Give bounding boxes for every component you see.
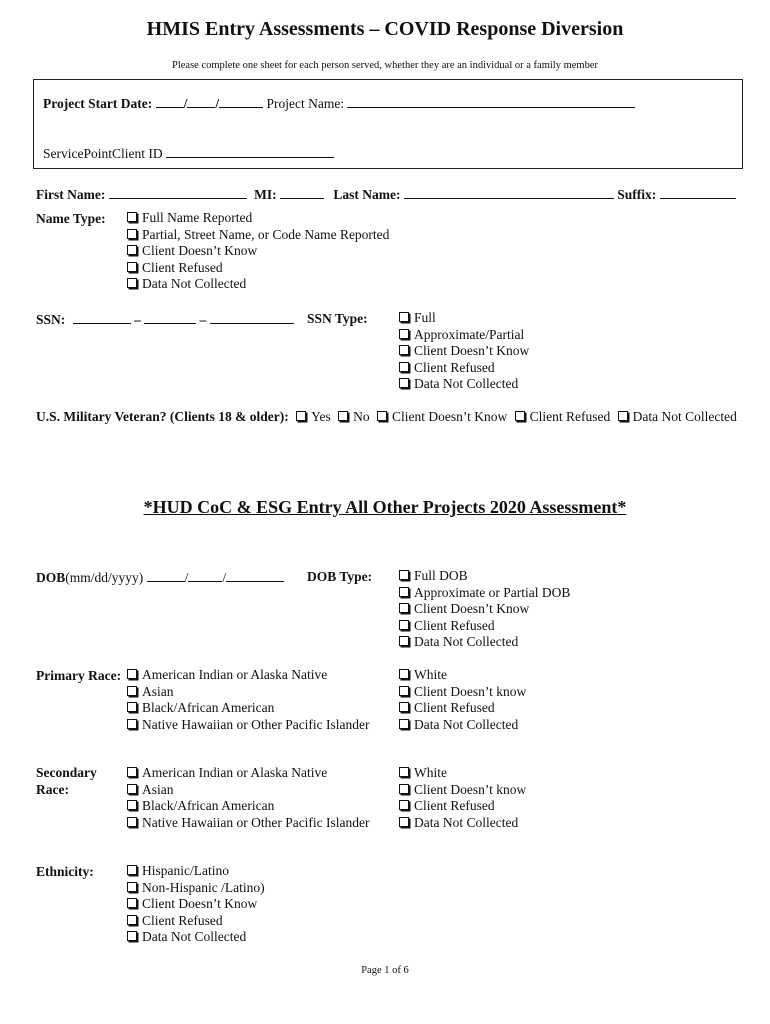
checkbox-option[interactable]: Approximate or Partial DOB — [399, 585, 570, 602]
checkbox-option[interactable]: Data Not Collected — [399, 717, 526, 734]
ssn-part1-field[interactable] — [73, 311, 131, 324]
checkbox-option[interactable]: Client Doesn’t Know — [377, 409, 507, 424]
dob-year-field[interactable] — [226, 569, 284, 582]
page-number: Page 1 of 6 — [361, 965, 409, 976]
dob-type-options — [399, 568, 570, 651]
checkbox-icon[interactable] — [127, 784, 137, 794]
checkbox-icon[interactable] — [296, 411, 306, 421]
primary-race-right-options — [399, 667, 526, 733]
suffix-label: Suffix: — [617, 187, 657, 202]
last-name-label: Last Name: — [333, 187, 401, 202]
checkbox-icon[interactable] — [127, 212, 137, 222]
checkbox-option[interactable]: Client Refused — [399, 618, 570, 635]
checkbox-icon[interactable] — [127, 931, 137, 941]
client-id-row — [43, 145, 334, 162]
checkbox-option[interactable]: Approximate/Partial — [399, 327, 529, 344]
start-month-field[interactable] — [156, 95, 184, 108]
checkbox-option[interactable]: Hispanic/Latino — [127, 863, 265, 880]
client-id-label: ServicePointClient ID — [43, 146, 163, 161]
checkbox-option[interactable]: Client Refused — [515, 409, 611, 424]
secondary-race-right-options — [399, 765, 526, 831]
dob-type-label: DOB Type: — [307, 569, 373, 584]
checkbox-option[interactable]: Client Refused — [399, 360, 529, 377]
checkbox-option[interactable]: Black/African American — [127, 798, 370, 815]
checkbox-option[interactable]: Data Not Collected — [399, 634, 570, 651]
checkbox-option[interactable]: Data Not Collected — [618, 409, 737, 424]
checkbox-option[interactable]: American Indian or Alaska Native — [127, 667, 370, 684]
secondary-race-label: Secondary Race: — [36, 765, 97, 797]
checkbox-option[interactable]: Client Refused — [127, 913, 265, 930]
last-name-field[interactable] — [404, 186, 614, 199]
ssn-part2-field[interactable] — [144, 311, 196, 324]
checkbox-icon[interactable] — [618, 411, 628, 421]
checkbox-option[interactable]: White — [399, 667, 526, 684]
checkbox-icon[interactable] — [399, 817, 409, 827]
checkbox-icon[interactable] — [399, 345, 409, 355]
checkbox-icon[interactable] — [399, 329, 409, 339]
ssn-label: SSN: — [36, 312, 66, 327]
start-day-field[interactable] — [187, 95, 215, 108]
checkbox-option[interactable]: Data Not Collected — [127, 276, 389, 293]
checkbox-icon[interactable] — [399, 800, 409, 810]
dob-month-field[interactable] — [147, 569, 185, 582]
checkbox-icon[interactable] — [399, 636, 409, 646]
checkbox-option[interactable]: Asian — [127, 782, 370, 799]
project-start-date-row: Project Start Date: / / Project Name: — [43, 95, 635, 112]
checkbox-option[interactable]: Client Doesn’t Know — [399, 343, 529, 360]
project-name-label: Project Name: — [266, 96, 345, 111]
checkbox-icon[interactable] — [127, 262, 137, 272]
dob-day-field[interactable] — [188, 569, 222, 582]
checkbox-icon[interactable] — [399, 362, 409, 372]
checkbox-icon[interactable] — [127, 817, 137, 827]
ssn-part3-field[interactable] — [210, 311, 294, 324]
dob-label: DOB — [36, 570, 66, 585]
ethnicity-label: Ethnicity: — [36, 864, 94, 879]
checkbox-icon[interactable] — [399, 702, 409, 712]
checkbox-option[interactable]: Data Not Collected — [399, 376, 529, 393]
veteran-label: U.S. Military Veteran? (Clients 18 & older): — [36, 409, 289, 424]
primary-race-left-options — [127, 667, 370, 733]
form-title: HMIS Entry Assessments – COVID Response Diversion — [146, 18, 624, 40]
checkbox-icon[interactable] — [399, 587, 409, 597]
checkbox-icon[interactable] — [399, 570, 409, 580]
checkbox-option[interactable]: Data Not Collected — [127, 929, 265, 946]
checkbox-icon[interactable] — [127, 719, 137, 729]
checkbox-icon[interactable] — [399, 719, 409, 729]
checkbox-option[interactable]: American Indian or Alaska Native — [127, 765, 370, 782]
checkbox-icon[interactable] — [377, 411, 387, 421]
checkbox-icon[interactable] — [515, 411, 525, 421]
checkbox-option[interactable]: Full DOB — [399, 568, 570, 585]
checkbox-option[interactable]: Asian — [127, 684, 370, 701]
checkbox-option[interactable]: Client Refused — [127, 260, 389, 277]
checkbox-option[interactable]: Client Refused — [399, 798, 526, 815]
checkbox-option[interactable]: Non-Hispanic /Latino) — [127, 880, 265, 897]
name-row — [36, 186, 736, 203]
mi-field[interactable] — [280, 186, 324, 199]
checkbox-option[interactable]: No — [338, 409, 370, 424]
checkbox-icon[interactable] — [127, 245, 137, 255]
checkbox-option[interactable]: Native Hawaiian or Other Pacific Islander — [127, 717, 370, 734]
name-type-options — [127, 210, 389, 293]
checkbox-option[interactable]: Client Doesn’t know — [399, 684, 526, 701]
checkbox-option[interactable]: Client Doesn’t Know — [399, 601, 570, 618]
veteran-row — [36, 409, 737, 425]
checkbox-icon[interactable] — [127, 229, 137, 239]
checkbox-option[interactable]: Full Name Reported — [127, 210, 389, 227]
checkbox-option[interactable]: Client Doesn’t Know — [127, 896, 265, 913]
suffix-field[interactable] — [660, 186, 736, 199]
ssn-type-options — [399, 310, 529, 393]
checkbox-option[interactable]: White — [399, 765, 526, 782]
checkbox-option[interactable]: Yes — [296, 409, 331, 424]
name-type-label: Name Type: — [36, 211, 106, 226]
client-id-field[interactable] — [166, 145, 334, 158]
start-year-field[interactable] — [219, 95, 263, 108]
checkbox-icon[interactable] — [127, 278, 137, 288]
checkbox-icon[interactable] — [127, 865, 137, 875]
checkbox-option[interactable]: Native Hawaiian or Other Pacific Islander — [127, 815, 370, 832]
checkbox-icon[interactable] — [127, 882, 137, 892]
mi-label: MI: — [254, 187, 277, 202]
ssn-type-label: SSN Type: — [307, 311, 368, 326]
first-name-field[interactable] — [109, 186, 247, 199]
checkbox-icon[interactable] — [127, 767, 137, 777]
checkbox-icon[interactable] — [399, 686, 409, 696]
checkbox-icon[interactable] — [127, 800, 137, 810]
first-name-label: First Name: — [36, 187, 106, 202]
project-start-date-label: Project Start Date: — [43, 96, 153, 111]
section-title: *HUD CoC & ESG Entry All Other Projects 2020 Assessment* — [143, 497, 627, 517]
checkbox-icon[interactable] — [127, 669, 137, 679]
checkbox-icon[interactable] — [399, 669, 409, 679]
checkbox-icon[interactable] — [399, 620, 409, 630]
checkbox-icon[interactable] — [127, 898, 137, 908]
checkbox-option[interactable]: Black/African American — [127, 700, 370, 717]
ethnicity-options — [127, 863, 265, 946]
dob-row: DOB(mm/dd/yyyy) / / — [36, 569, 284, 586]
checkbox-option[interactable]: Client Refused — [399, 700, 526, 717]
checkbox-option[interactable]: Full — [399, 310, 529, 327]
checkbox-icon[interactable] — [399, 767, 409, 777]
checkbox-icon[interactable] — [399, 312, 409, 322]
checkbox-icon[interactable] — [399, 378, 409, 388]
project-name-field[interactable] — [347, 95, 635, 108]
checkbox-icon[interactable] — [338, 411, 348, 421]
checkbox-icon[interactable] — [399, 784, 409, 794]
form-instructions: Please complete one sheet for each person served, whether they are an individual or a family member — [172, 60, 598, 71]
checkbox-icon[interactable] — [127, 686, 137, 696]
secondary-race-left-options — [127, 765, 370, 831]
checkbox-option[interactable]: Partial, Street Name, or Code Name Reported — [127, 227, 389, 244]
primary-race-label: Primary Race: — [36, 668, 122, 683]
checkbox-icon[interactable] — [127, 915, 137, 925]
checkbox-option[interactable]: Client Doesn’t Know — [127, 243, 389, 260]
ssn-row: SSN: – – — [36, 311, 294, 328]
checkbox-icon[interactable] — [127, 702, 137, 712]
checkbox-icon[interactable] — [399, 603, 409, 613]
checkbox-option[interactable]: Data Not Collected — [399, 815, 526, 832]
dob-format: (mm/dd/yyyy) — [65, 570, 144, 585]
checkbox-option[interactable]: Client Doesn’t know — [399, 782, 526, 799]
